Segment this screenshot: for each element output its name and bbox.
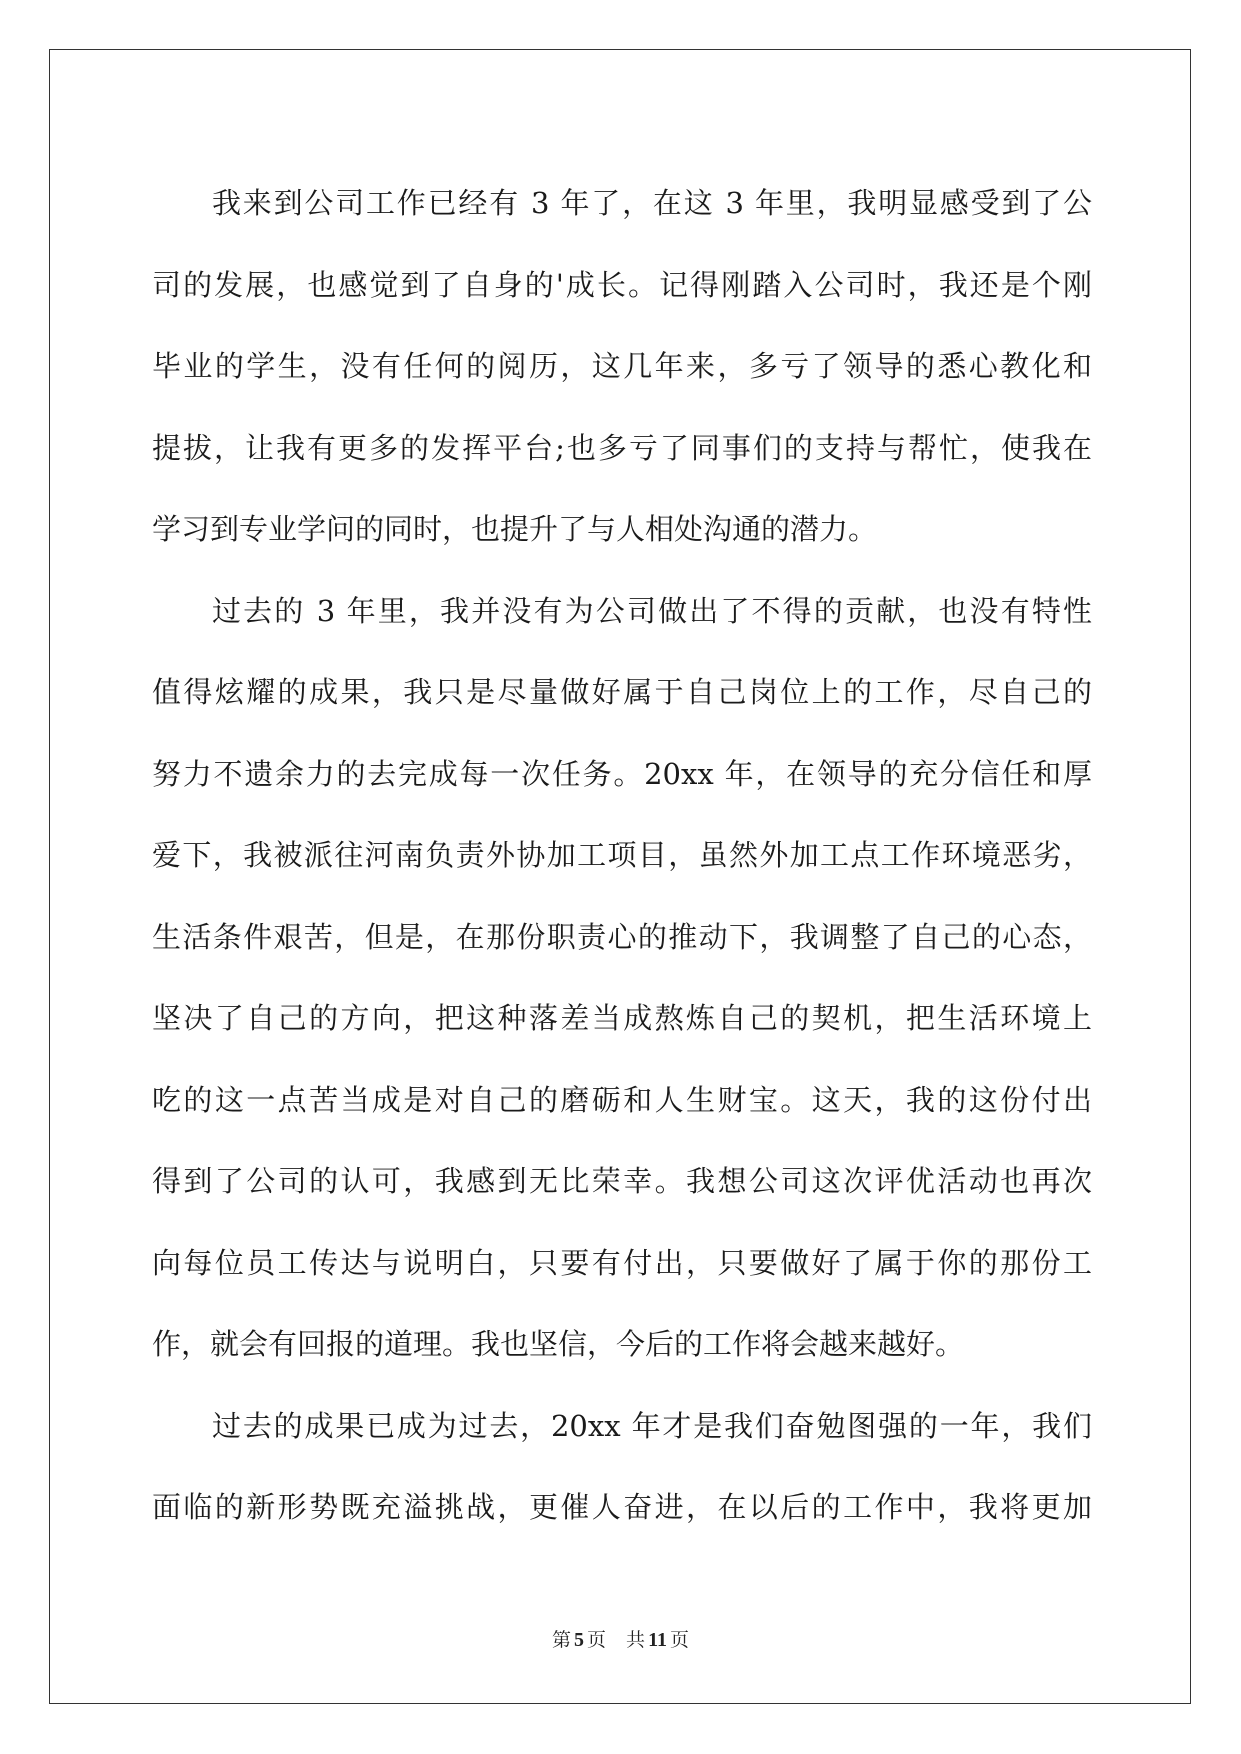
text-line: 司的发展，也感觉到了自身的'成长。记得刚踏入公司时，我还是个刚 <box>152 267 1092 302</box>
text-line: 提拔，让我有更多的发挥平台;也多亏了同事们的支持与帮忙，使我在 <box>152 430 1092 465</box>
text-line: 努力不遗余力的去完成每一次任务。20xx 年，在领导的充分信任和厚 <box>152 756 1092 791</box>
text-line: 过去的 3 年里，我并没有为公司做出了不得的贡献，也没有特性 <box>212 593 1092 628</box>
text-line: 毕业的学生，没有任何的阅历，这几年来，多亏了领导的悉心教化和 <box>152 349 1092 383</box>
page-footer <box>0 1625 1241 1652</box>
text-line: 得到了公司的认可，我感到无比荣幸。我想公司这次评优活动也再次 <box>152 1164 1092 1198</box>
text-line: 作，就会有回报的道理。我也坚信，今后的工作将会越来越好。 <box>152 1327 965 1361</box>
total-prefix: 共 <box>626 1629 646 1651</box>
text-line: 生活条件艰苦，但是，在那份职责心的推动下，我调整了自己的心态， <box>152 919 1092 954</box>
text-line: 坚决了自己的方向，把这种落差当成熬炼自己的契机，把生活环境上 <box>152 1001 1092 1035</box>
page-prefix: 第 <box>552 1629 572 1651</box>
document-body <box>152 163 1092 1549</box>
text-line: 学习到专业学问的同时，也提升了与人相处沟通的潜力。 <box>152 512 878 546</box>
text-line: 过去的成果已成为过去，20xx 年才是我们奋勉图强的一年，我们 <box>212 1408 1092 1443</box>
text-line: 值得炫耀的成果，我只是尽量做好属于自己岗位上的工作，尽自己的 <box>152 675 1092 709</box>
text-line: 我来到公司工作已经有 3 年了，在这 3 年里，我明显感受到了公 <box>212 186 1092 220</box>
page-suffix: 页 <box>587 1629 607 1651</box>
text-line: 向每位员工传达与说明白，只要有付出，只要做好了属于你的那份工 <box>152 1245 1092 1280</box>
total-suffix: 页 <box>669 1629 689 1651</box>
total-pages: 11 <box>648 1629 667 1651</box>
page-number: 5 <box>574 1629 585 1651</box>
text-line: 面临的新形势既充溢挑战，更催人奋进，在以后的工作中，我将更加 <box>152 1490 1092 1524</box>
text-line: 吃的这一点苦当成是对自己的磨砺和人生财宝。这天，我的这份付出 <box>152 1082 1092 1117</box>
text-line: 爱下，我被派往河南负责外协加工项目，虽然外加工点工作环境恶劣， <box>152 838 1092 872</box>
